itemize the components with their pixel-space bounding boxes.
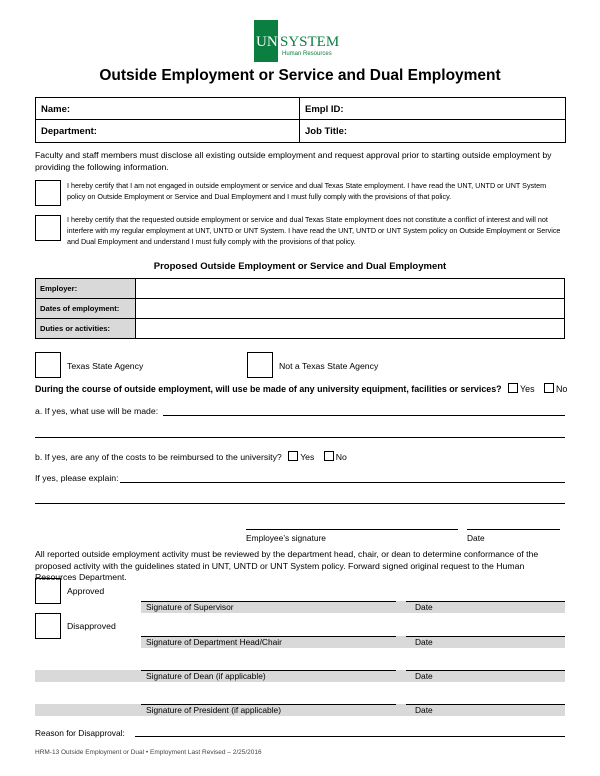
page-title: Outside Employment or Service and Dual Employment bbox=[99, 67, 501, 84]
certify-not-engaged-checkbox[interactable] bbox=[35, 180, 61, 206]
costs-yes-label: Yes bbox=[300, 452, 315, 462]
duties-label: Duties or activities: bbox=[36, 319, 136, 339]
review-text: All reported outside employment activity must be reviewed by the department head, chair, or dean to determine conformance of the proposed activity with the guidelines stated in UNT, UNTD or UNT System policy. Forward signed original request to the Human Resources Department. bbox=[35, 549, 539, 582]
supervisor-signature-label: Signature of Supervisor bbox=[146, 602, 234, 612]
dept-head-signature-label: Signature of Department Head/Chair bbox=[146, 637, 282, 647]
employee-signature-line[interactable] bbox=[246, 529, 458, 530]
costs-no-label: No bbox=[335, 452, 347, 462]
department-field[interactable]: Department: bbox=[41, 126, 97, 137]
dean-signature-row bbox=[35, 670, 565, 682]
logo-subtitle: Human Resources bbox=[282, 51, 332, 57]
equipment-yes-checkbox[interactable] bbox=[508, 383, 518, 393]
equipment-question: During the course of outside employment, will use be made of any university equipment, facilities or services? bbox=[35, 384, 502, 394]
president-signature-row bbox=[35, 704, 565, 716]
use-answer-line-2[interactable] bbox=[35, 437, 565, 438]
dates-input[interactable] bbox=[136, 299, 565, 319]
supervisor-signature-row bbox=[141, 601, 565, 613]
dean-date-label: Date bbox=[415, 671, 433, 681]
dean-signature-label: Signature of Dean (if applicable) bbox=[146, 671, 266, 681]
disapproved-checkbox[interactable] bbox=[35, 613, 61, 639]
job-title-field[interactable]: Job Title: bbox=[305, 126, 348, 137]
dept-head-date-label: Date bbox=[415, 637, 433, 647]
explain-answer-line[interactable] bbox=[120, 482, 565, 483]
certify-not-engaged-text: I hereby certify that I am not engaged in outside employment or service and dual Texas State employment. I have read the UNT, UNTD or UNT System policy on Outside Employment or Service and Dual Employment and I must fully comply with the provisions of that policy. bbox=[67, 181, 547, 201]
president-date-label: Date bbox=[415, 705, 433, 715]
certify-requested-text: I hereby certify that the requested outside employment or service and dual Texas State employment does not constitute a conflict of interest and will not interfere with my regular employment at UNT, UNTD or UNT System. I have read the UNT, UNTD or UNT System policy on Outside Employment or Service and Dual Employment and understand I must fully comply with the provisions of that policy. bbox=[67, 215, 561, 246]
reason-line[interactable] bbox=[135, 736, 565, 737]
explain-question: If yes, please explain: bbox=[35, 473, 119, 483]
employer-label: Employer: bbox=[36, 279, 136, 299]
employer-input[interactable] bbox=[136, 279, 565, 299]
not-texas-agency-label: Not a Texas State Agency bbox=[279, 361, 379, 371]
unt-system-logo bbox=[254, 20, 346, 62]
duties-input[interactable] bbox=[136, 319, 565, 339]
costs-no-checkbox[interactable] bbox=[324, 451, 334, 461]
texas-state-agency-label: Texas State Agency bbox=[67, 361, 144, 371]
reason-label: Reason for Disapproval: bbox=[35, 728, 125, 738]
use-question: a. If yes, what use will be made: bbox=[35, 406, 159, 416]
costs-question: b. If yes, are any of the costs to be reimbursed to the university? bbox=[35, 452, 282, 462]
name-field[interactable]: Name: bbox=[41, 104, 71, 115]
employee-date-line[interactable] bbox=[467, 529, 560, 530]
logo-unt-text: UNT bbox=[256, 34, 287, 50]
certify-requested-checkbox[interactable] bbox=[35, 215, 61, 241]
costs-yes-checkbox[interactable] bbox=[288, 451, 298, 461]
employee-signature-label: Employee’s signature bbox=[246, 533, 326, 543]
equipment-question-row bbox=[35, 383, 567, 394]
equipment-yes-label: Yes bbox=[520, 384, 535, 394]
dept-head-signature-row bbox=[141, 636, 565, 648]
equipment-no-label: No bbox=[555, 384, 568, 394]
president-signature-label: Signature of President (if applicable) bbox=[146, 705, 282, 715]
dates-label: Dates of employment: bbox=[36, 299, 136, 319]
use-answer-line[interactable] bbox=[163, 415, 565, 416]
supervisor-date-label: Date bbox=[415, 602, 433, 612]
approved-label: Approved bbox=[67, 586, 105, 596]
employment-table bbox=[35, 278, 565, 339]
logo-system-text: SYSTEM bbox=[280, 34, 340, 50]
employee-date-label: Date bbox=[467, 533, 485, 543]
proposed-heading: Proposed Outside Employment or Service and Dual Employment bbox=[153, 261, 447, 272]
empl-id-field[interactable]: Empl ID: bbox=[305, 104, 344, 115]
equipment-no-checkbox[interactable] bbox=[544, 383, 554, 393]
explain-answer-line-2[interactable] bbox=[35, 503, 565, 504]
intro-text: Faculty and staff members must disclose all existing outside employment and request approval prior to starting outside employment by providing the following information. bbox=[35, 150, 552, 172]
footer-text: HRM-13 Outside Employment or Dual • Employment Last Revised – 2/25/2016 bbox=[35, 749, 262, 756]
approved-checkbox[interactable] bbox=[35, 578, 61, 604]
employee-info-box bbox=[35, 97, 566, 143]
not-texas-agency-checkbox[interactable] bbox=[247, 352, 273, 378]
disapproved-label: Disapproved bbox=[67, 621, 116, 631]
texas-state-agency-checkbox[interactable] bbox=[35, 352, 61, 378]
costs-question-row bbox=[35, 451, 347, 464]
